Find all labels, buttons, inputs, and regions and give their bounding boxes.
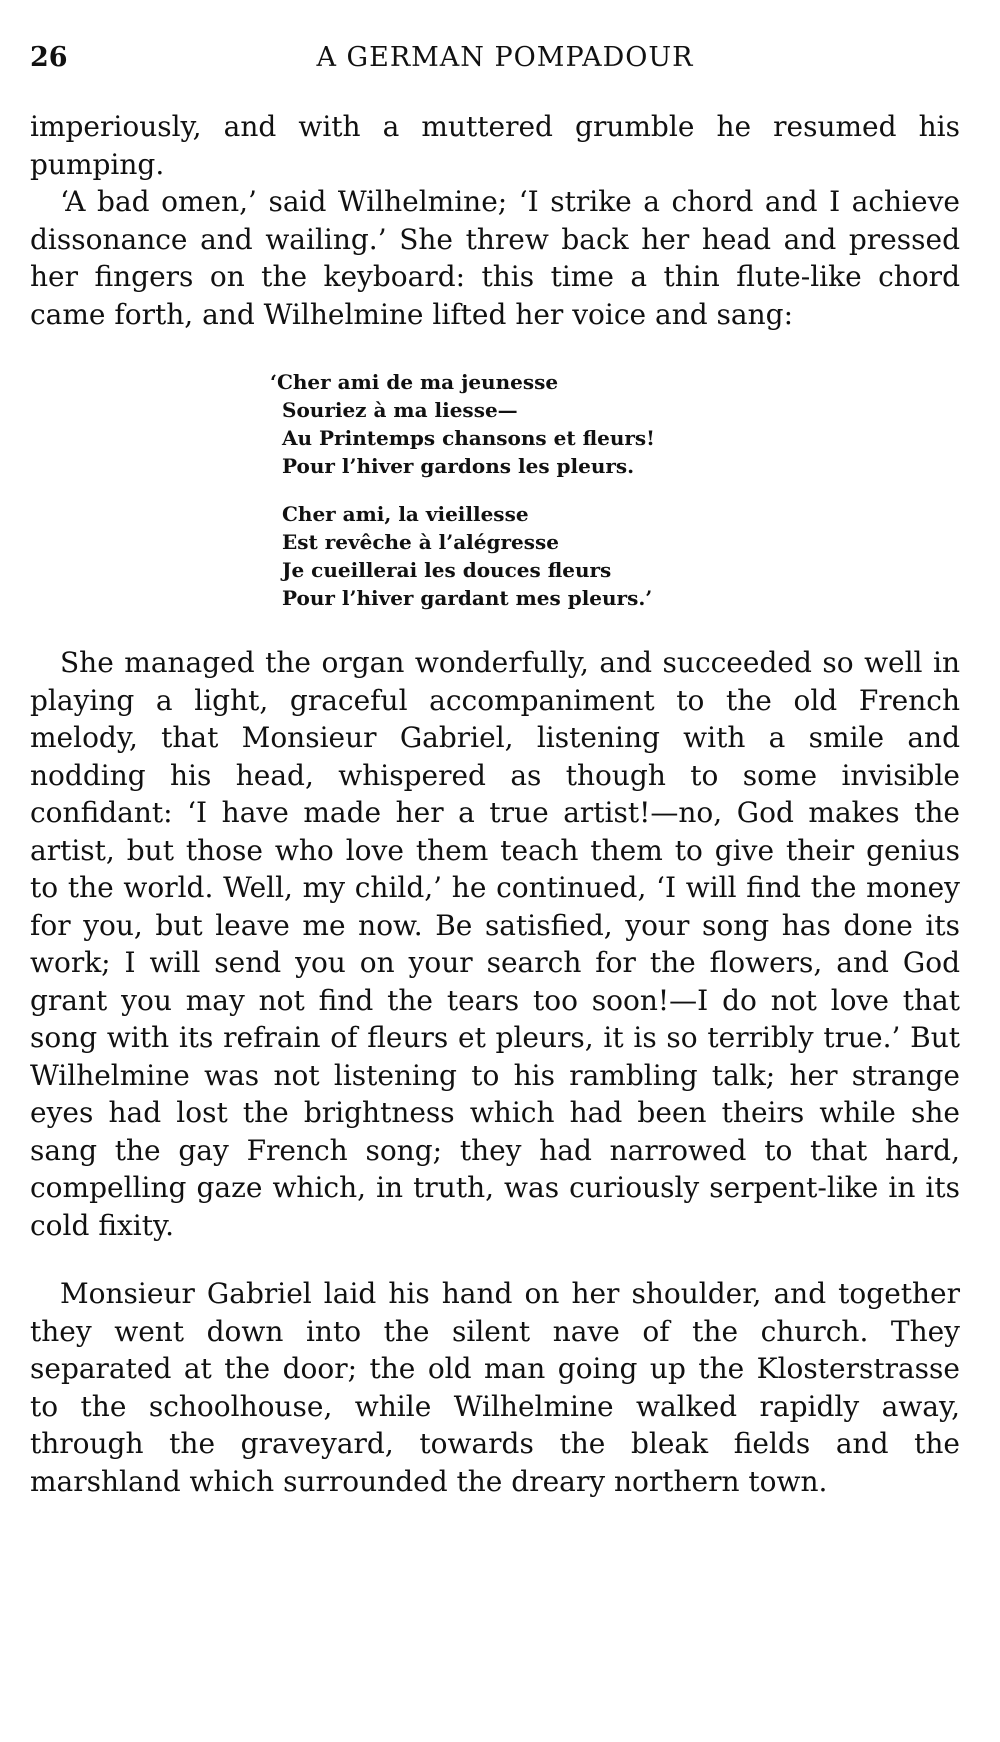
- poem-line: Pour l’hiver gardons les pleurs.: [282, 454, 635, 478]
- paragraph-bad-omen: ‘A bad omen,’ said Wilhelmine; ‘I strike a chord and I achieve dissonance and wailing.’ She threw back her head and pressed her fingers on the keyboard: this time a thin flute-like chord came forth, and Wilhelmine lifted her voice and sang:: [30, 185, 960, 331]
- page-number: 26: [30, 42, 68, 73]
- paragraph-nave: Monsieur Gabriel laid his hand on her shoulder, and together they went down into the silent nave of the church. They separated at the door; the old man going up the Klosterstrasse to the schoolhouse, while Wilhelmine walked rapidly away, through the graveyard, towards the bleak fields and the marshland which surrounded the dreary northern town.: [30, 1277, 960, 1498]
- poem-line: Cher ami, la vieillesse: [282, 502, 529, 526]
- poem-line: Pour l’hiver gardant mes pleurs.’: [282, 586, 653, 610]
- poem-stanza-2: [282, 500, 962, 612]
- page-header: [30, 42, 960, 82]
- song-verse: [270, 368, 962, 612]
- stanza-divider: [282, 480, 962, 500]
- running-title: A GERMAN POMPADOUR: [316, 42, 694, 73]
- poem-line: Souriez à ma liesse—: [282, 398, 518, 422]
- poem-line: Est revêche à l’alégresse: [282, 530, 559, 554]
- poem-line: ‘Cher ami de ma jeunesse: [270, 370, 559, 394]
- poem-stanza-1: [270, 368, 962, 480]
- paragraph-continuation: imperiously, and with a muttered grumble he resumed his pumping.: [30, 110, 960, 181]
- paragraph-organ: She managed the organ wonderfully, and succeeded so well in playing a light, graceful accompaniment to the old French melody, that Monsieur Gabriel, listening with a smile and nodding his head, whispered as though to some invisible confidant: ‘I have made her a true artist!—no, God makes the artist, but those who love them teach them to give their genius to the world. Well, my child,’ he continued, ‘I will find the money for you, but leave me now. Be satisfied, your song has done its work; I will send you on your search for the flowers, and God grant you may not find the tears too soon!—I do not love that song with its refrain of fleurs et pleurs, it is so terribly true.’ But Wilhelmine was not listening to his rambling talk; her strange eyes had lost the brightness which had been theirs while she sang the gay French song; they had narrowed to that hard, compelling gaze which, in truth, was curiously serpent-like in its cold fixity.: [30, 646, 960, 1242]
- poem-line: Je cueillerai les douces fleurs: [282, 558, 612, 582]
- poem-line: Au Printemps chansons et fleurs!: [282, 426, 655, 450]
